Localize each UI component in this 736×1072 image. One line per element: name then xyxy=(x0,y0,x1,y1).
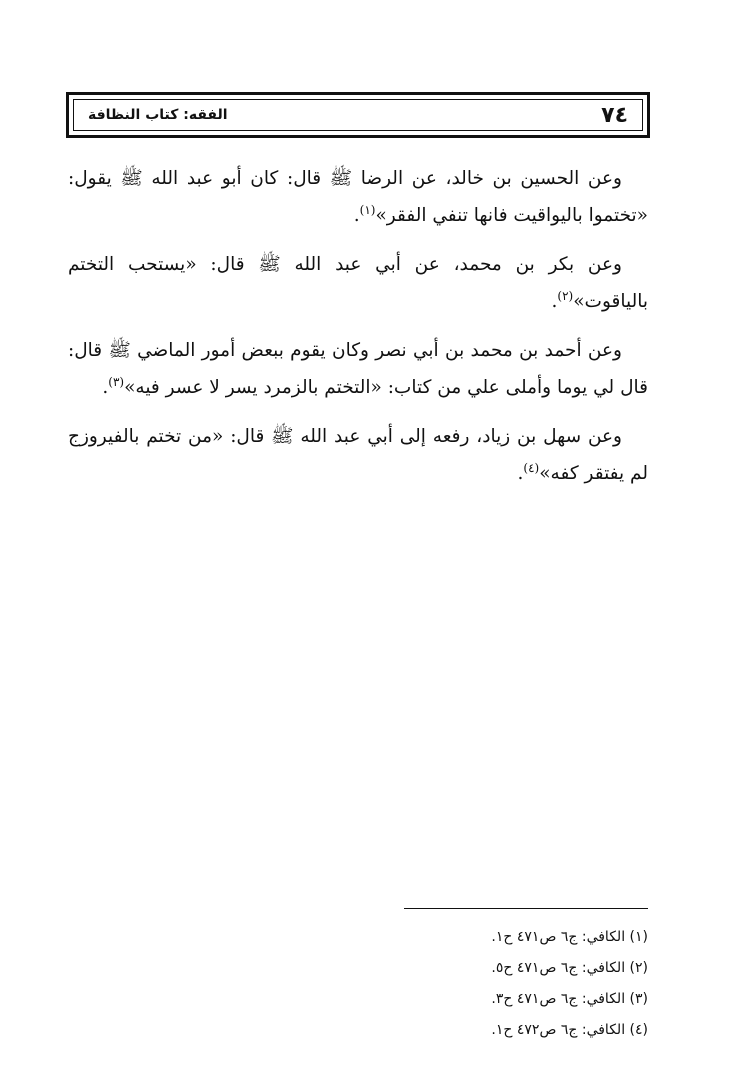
paragraph-text: وعن أحمد بن محمد بن أبي نصر وكان يقوم ببعض أمور الماضي ﷺ قال: قال لي يوما وأملى علي من كتاب: «التختم بالزمرد يسر لا عسر فيه» xyxy=(68,340,648,398)
paragraph-end: . xyxy=(353,205,360,226)
footnote-3: (٣) الكافي: ج٦ ص٤٧١ ح٣. xyxy=(491,991,648,1007)
paragraph-3 xyxy=(68,332,648,406)
footnote-ref: (٣) xyxy=(108,374,125,389)
paragraph-text: وعن الحسين بن خالد، عن الرضا ﷺ قال: كان أبو عبد الله ﷺ يقول: «تختموا باليواقيت فانها تنفي الفقر» xyxy=(68,168,648,226)
paragraph-1 xyxy=(68,160,648,234)
paragraph-text: وعن بكر بن محمد، عن أبي عبد الله ﷺ قال: «يستحب التختم بالياقوت» xyxy=(68,254,648,312)
paragraph-end: . xyxy=(517,463,524,484)
footnote-ref: (١) xyxy=(359,202,376,217)
main-text xyxy=(68,160,648,504)
paragraph-end: . xyxy=(551,291,558,312)
footnote-divider xyxy=(404,908,648,909)
footnotes xyxy=(300,922,648,1046)
page-number: ٧٤ xyxy=(601,102,628,128)
paragraph-end: . xyxy=(102,377,109,398)
footnote-1: (١) الكافي: ج٦ ص٤٧١ ح١. xyxy=(491,929,648,945)
paragraph-2 xyxy=(68,246,648,320)
footnote-ref: (٢) xyxy=(557,288,574,303)
paragraph-4 xyxy=(68,418,648,492)
footnote-2: (٢) الكافي: ج٦ ص٤٧١ ح٥. xyxy=(491,960,648,976)
footnote-ref: (٤) xyxy=(523,460,540,475)
paragraph-text: وعن سهل بن زياد، رفعه إلى أبي عبد الله ﷺ قال: «من تختم بالفيروزج لم يفتقر كفه» xyxy=(68,426,648,484)
page-header-inner xyxy=(73,99,643,131)
running-title: الفقه: كتاب النظافة xyxy=(88,107,228,123)
footnote-4: (٤) الكافي: ج٦ ص٤٧٢ ح١. xyxy=(491,1022,648,1038)
page-header xyxy=(66,92,650,138)
